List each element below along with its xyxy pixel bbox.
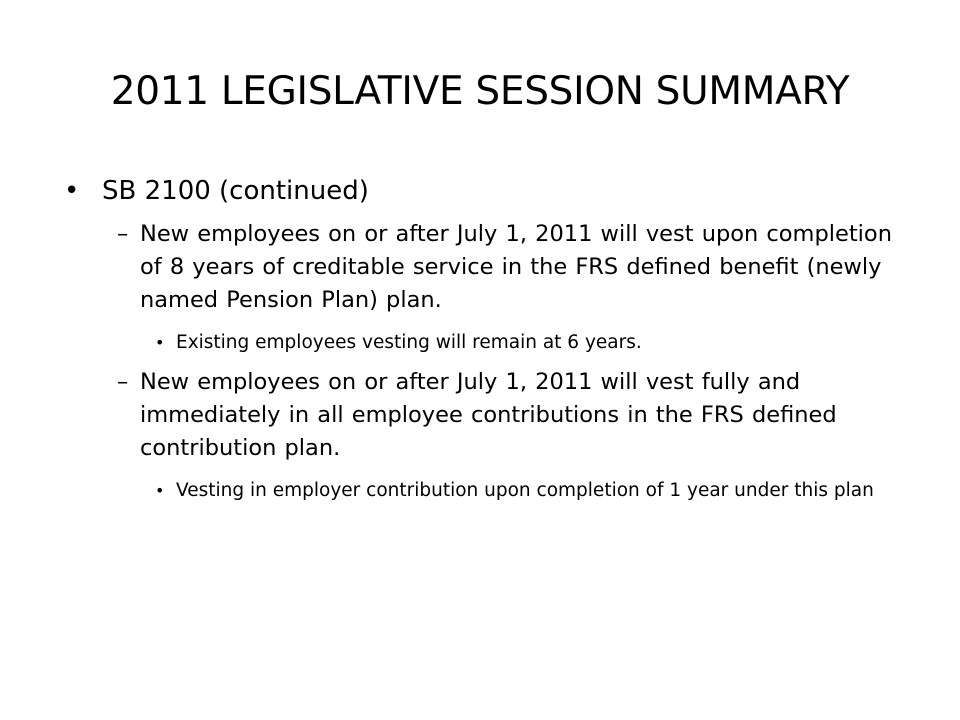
sub-item bbox=[117, 218, 900, 317]
sub-item bbox=[117, 366, 900, 465]
dash-icon: – bbox=[117, 221, 129, 247]
bullet-text: SB 2100 (continued) bbox=[102, 176, 369, 206]
sub-sub-item bbox=[155, 329, 906, 356]
sub-sub-item bbox=[155, 477, 906, 504]
dash-icon: – bbox=[117, 369, 129, 395]
bullet-icon: • bbox=[155, 481, 165, 500]
bullet-icon: • bbox=[64, 176, 80, 206]
bullet-item bbox=[60, 168, 920, 214]
bullet-icon: • bbox=[155, 333, 165, 352]
slide-body bbox=[60, 168, 920, 514]
sub-item-text: New employees on or after July 1, 2011 will vest fully and immediately in all employee contributions in the FRS defined contribution plan. bbox=[140, 369, 837, 461]
sub-sub-item-text: Existing employees vesting will remain at 6 years. bbox=[176, 332, 642, 353]
slide-title: 2011 LEGISLATIVE SESSION SUMMARY bbox=[110, 69, 850, 114]
sub-sub-item-text: Vesting in employer contribution upon completion of 1 year under this plan bbox=[176, 480, 874, 501]
sub-item-text: New employees on or after July 1, 2011 will vest upon completion of 8 years of creditable service in the FRS defined benefit (newly named Pension Plan) plan. bbox=[140, 221, 892, 313]
